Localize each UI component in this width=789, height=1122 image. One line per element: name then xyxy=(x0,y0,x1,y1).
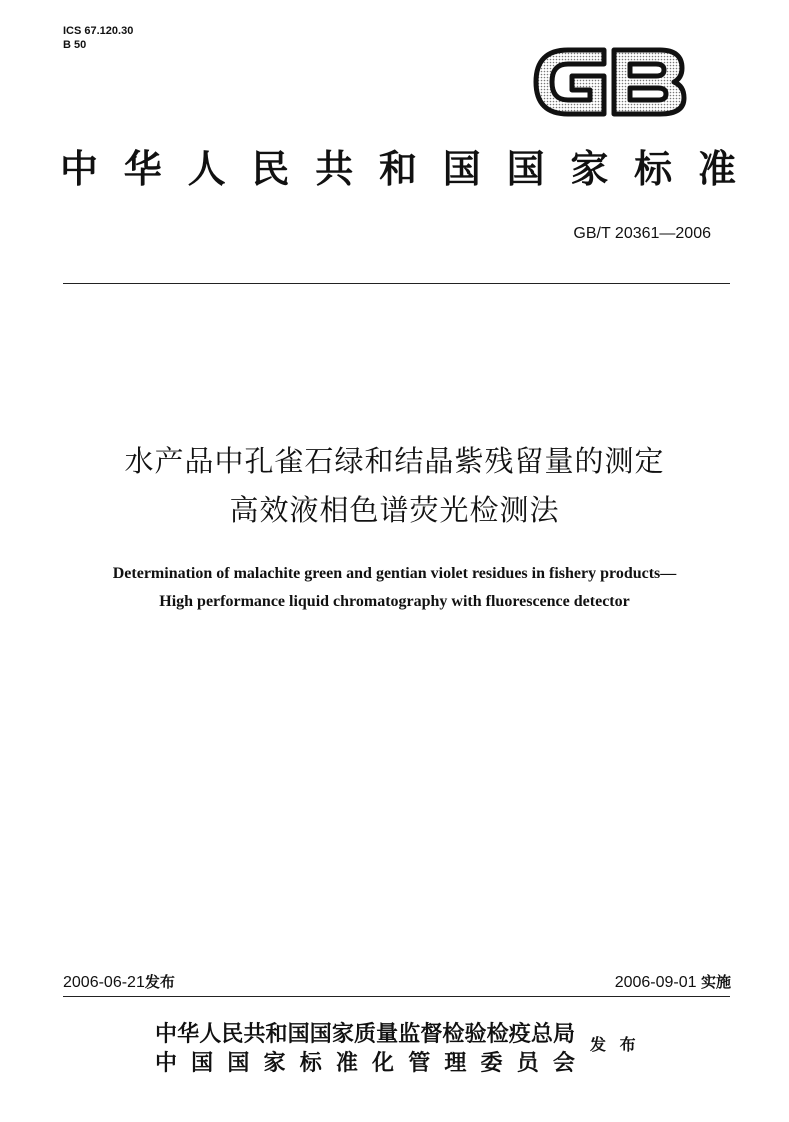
issuer-char: 准 xyxy=(335,1050,358,1076)
issuer-char: 会 xyxy=(552,1050,575,1076)
gb-logo xyxy=(528,40,688,125)
issuer-char: 华 xyxy=(177,1021,200,1047)
issuer-char: 疫 xyxy=(508,1021,531,1047)
issue-date-value: 2006-06-21 xyxy=(63,974,145,991)
issue-label: 发布 xyxy=(144,973,175,991)
issuer-char: 量 xyxy=(376,1021,399,1047)
issuer-char: 局 xyxy=(552,1021,575,1047)
heading-char: 家 xyxy=(570,146,609,191)
heading-char: 和 xyxy=(378,146,417,191)
bottom-divider xyxy=(63,996,730,997)
heading-char: 中 xyxy=(60,146,99,191)
issuer-char: 标 xyxy=(299,1050,322,1076)
issuer-char: 总 xyxy=(530,1021,553,1047)
issuer-line1 xyxy=(155,1020,575,1048)
issuer-char: 国 xyxy=(227,1050,250,1076)
effective-date-value: 2006-09-01 xyxy=(614,974,697,991)
effective-date xyxy=(615,972,731,993)
issuer-char: 国 xyxy=(287,1021,310,1047)
issuer-char: 中 xyxy=(155,1050,178,1076)
title-cn-line2: 高效液相色谱荧光检测法 xyxy=(229,493,560,527)
issue-date xyxy=(63,972,175,993)
standard-number: GB/T 20361—2006 xyxy=(573,225,711,242)
issuer-char: 理 xyxy=(444,1050,467,1076)
issuer-char: 督 xyxy=(420,1021,443,1047)
ccs-code: B 50 xyxy=(63,39,87,51)
issuer-line2 xyxy=(155,1049,575,1077)
issuer-char: 家 xyxy=(263,1050,286,1076)
publish-label: 发 布 xyxy=(590,1035,640,1054)
issuer-char: 委 xyxy=(480,1050,503,1076)
issuer-char: 验 xyxy=(464,1021,487,1047)
heading-char: 民 xyxy=(251,146,290,191)
heading-char: 标 xyxy=(634,146,673,191)
ics-code: ICS 67.120.30 xyxy=(63,25,134,37)
top-divider xyxy=(63,283,730,284)
effective-label: 实施 xyxy=(700,973,731,991)
heading-char: 人 xyxy=(187,146,226,191)
heading-char: 国 xyxy=(506,146,545,191)
issuer-char: 人 xyxy=(199,1021,222,1047)
issuer-char: 员 xyxy=(516,1050,539,1076)
issuer-char: 质 xyxy=(353,1021,376,1047)
issuer-char: 家 xyxy=(331,1021,354,1047)
heading-char: 国 xyxy=(442,146,481,191)
issuer-char: 共 xyxy=(243,1021,266,1047)
heading-char: 华 xyxy=(123,146,162,191)
issuer-char: 检 xyxy=(442,1021,465,1047)
issuer-char: 检 xyxy=(486,1021,509,1047)
issuer-char: 中 xyxy=(155,1021,178,1047)
issuer-char: 管 xyxy=(408,1050,431,1076)
title-cn-line1: 水产品中孔雀石绿和结晶紫残留量的测定 xyxy=(124,444,665,478)
classification-codes xyxy=(63,24,133,52)
issuer-char: 和 xyxy=(265,1021,288,1047)
issuer-char: 监 xyxy=(398,1021,421,1047)
issuer-char: 国 xyxy=(191,1050,214,1076)
issuer-char: 国 xyxy=(309,1021,332,1047)
title-en-line1: Determination of malachite green and gentian violet residues in fishery products— xyxy=(112,565,677,582)
title-en-line2: High performance liquid chromatography with fluorescence detector xyxy=(159,593,630,610)
heading-char: 准 xyxy=(697,146,736,191)
heading-char: 共 xyxy=(315,146,354,191)
issuer-char: 民 xyxy=(221,1021,244,1047)
issuer-char: 化 xyxy=(372,1050,395,1076)
national-standard-heading xyxy=(60,144,736,194)
